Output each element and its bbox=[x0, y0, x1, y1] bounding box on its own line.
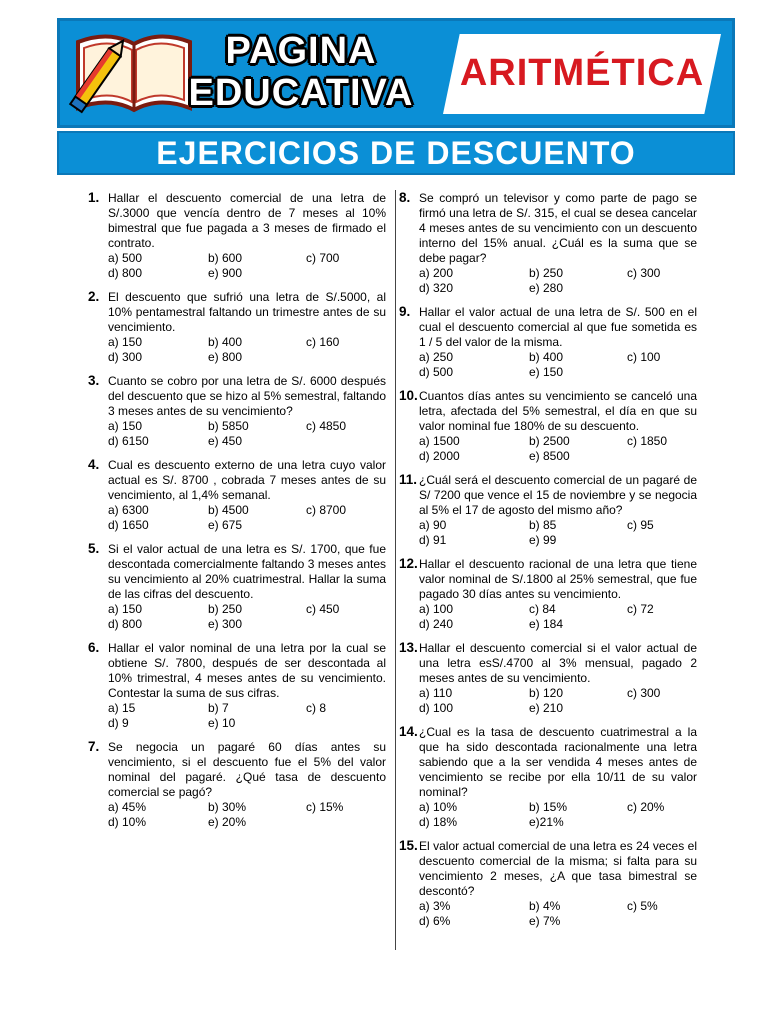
answer-option: e) 800 bbox=[208, 350, 243, 364]
exercise bbox=[88, 374, 386, 449]
left-column bbox=[88, 191, 386, 839]
answer-option: c) 5% bbox=[627, 899, 658, 913]
answer-option: e) 7% bbox=[529, 914, 561, 928]
exercise-number: 4. bbox=[88, 457, 100, 472]
answer-options bbox=[108, 335, 386, 365]
answer-option: e) 20% bbox=[208, 815, 247, 829]
exercise-statement: ¿Cuál será el descuento comercial de un pagaré de S/ 7200 que vence el 15 de noviembre y se negocia al 5% el 17 de agosto del mismo año? bbox=[419, 473, 697, 517]
answer-option: d) 320 bbox=[419, 281, 454, 295]
answer-options bbox=[108, 503, 386, 533]
exercise-statement: El valor actual comercial de una letra es 24 veces el descuento comercial de la misma; si falta para su vencimiento 2 meses, ¿A que tasa bimestral se descontó? bbox=[419, 839, 697, 898]
answer-option: a) 3% bbox=[419, 899, 451, 913]
answer-options bbox=[419, 434, 697, 464]
answer-option: d) 800 bbox=[108, 266, 143, 280]
answer-option: b) 400 bbox=[208, 335, 243, 349]
exercise bbox=[88, 542, 386, 632]
answer-option: b) 7 bbox=[208, 701, 229, 715]
answer-option: e) 99 bbox=[529, 533, 557, 547]
answer-option: b) 30% bbox=[208, 800, 247, 814]
answer-option: c) 160 bbox=[306, 335, 340, 349]
exercise-number: 12. bbox=[399, 556, 418, 571]
answer-option: b) 4500 bbox=[208, 503, 249, 517]
answer-option: d) 300 bbox=[108, 350, 143, 364]
exercise-statement: Se negocia un pagaré 60 días antes su vencimiento, si el descuento fue el 5% del valor nominal del pagaré. ¿Qué tasa de descuento comercial se pagó? bbox=[108, 740, 386, 799]
answer-option: c) 4850 bbox=[306, 419, 347, 433]
answer-option: c) 20% bbox=[627, 800, 665, 814]
exercise bbox=[88, 458, 386, 533]
answer-option: d) 6% bbox=[419, 914, 451, 928]
answer-options bbox=[419, 602, 697, 632]
answer-option: a) 6300 bbox=[108, 503, 149, 517]
exercise-statement: Cual es descuento externo de una letra cuyo valor actual es S/. 8700 , cobrada 7 meses antes de su vencimiento, al 1,4% semanal. bbox=[108, 458, 386, 502]
subject-title: ARITMÉTICA bbox=[459, 52, 705, 94]
answer-option: b) 5850 bbox=[208, 419, 249, 433]
exercise bbox=[399, 839, 697, 929]
answer-options bbox=[419, 266, 697, 296]
answer-option: b) 15% bbox=[529, 800, 568, 814]
answer-option: d) 240 bbox=[419, 617, 454, 631]
exercise-number: 14. bbox=[399, 724, 418, 739]
answer-options bbox=[108, 602, 386, 632]
answer-option: b) 250 bbox=[529, 266, 564, 280]
exercise-number: 8. bbox=[399, 190, 411, 205]
exercise-statement: ¿Cual es la tasa de descuento cuatrimestral a la que ha sido descontada racionalmente una letra sabiendo que a la ser vendida 4 meses antes de vencimiento se recibe por ella 10/11 de su valor nominal? bbox=[419, 725, 697, 799]
exercise-number: 3. bbox=[88, 373, 100, 388]
answer-option: e) 675 bbox=[208, 518, 243, 532]
answer-option: e) 450 bbox=[208, 434, 243, 448]
answer-option: c) 95 bbox=[627, 518, 654, 532]
answer-option: e) 184 bbox=[529, 617, 564, 631]
answer-option: e) 900 bbox=[208, 266, 243, 280]
answer-option: a) 110 bbox=[419, 686, 453, 700]
answer-option: a) 100 bbox=[419, 602, 454, 616]
answer-option: c) 15% bbox=[306, 800, 344, 814]
answer-option: b) 120 bbox=[529, 686, 564, 700]
answer-options bbox=[419, 686, 697, 716]
answer-option: a) 1500 bbox=[419, 434, 460, 448]
exercise bbox=[399, 191, 697, 296]
exercise bbox=[88, 191, 386, 281]
exercise-number: 2. bbox=[88, 289, 100, 304]
exercise bbox=[399, 557, 697, 632]
answer-option: c) 1850 bbox=[627, 434, 668, 448]
answer-options bbox=[419, 518, 697, 548]
answer-option: d) 1650 bbox=[108, 518, 149, 532]
answer-option: a) 250 bbox=[419, 350, 454, 364]
answer-option: e) 10 bbox=[208, 716, 236, 730]
book-and-pencil-icon bbox=[64, 24, 204, 122]
answer-option: a) 150 bbox=[108, 419, 143, 433]
answer-option: a) 500 bbox=[108, 251, 143, 265]
answer-options bbox=[419, 350, 697, 380]
exercise bbox=[399, 725, 697, 830]
answer-option: c) 100 bbox=[627, 350, 661, 364]
exercise-statement: Hallar el descuento racional de una letra que tiene valor nominal de S/.1800 al 25% semestral, que fue pagado 30 días antes su vencimiento. bbox=[419, 557, 697, 601]
answer-option: d) 18% bbox=[419, 815, 458, 829]
answer-option: d) 10% bbox=[108, 815, 147, 829]
answer-option: e) 150 bbox=[529, 365, 564, 379]
answer-option: a) 10% bbox=[419, 800, 458, 814]
exercise bbox=[399, 473, 697, 548]
exercise bbox=[88, 290, 386, 365]
answer-option: c) 8 bbox=[306, 701, 327, 715]
answer-option: e)21% bbox=[529, 815, 564, 829]
answer-option: b) 400 bbox=[529, 350, 564, 364]
answer-option: b) 600 bbox=[208, 251, 243, 265]
exercise-statement: Hallar el valor nominal de una letra por la cual se obtiene S/. 7800, después de ser descontada al 10% trimestral, 4 meses antes de su vencimiento. Contestar la suma de sus cifras. bbox=[108, 641, 386, 700]
answer-option: c) 700 bbox=[306, 251, 340, 265]
exercise-number: 5. bbox=[88, 541, 100, 556]
exercise-number: 13. bbox=[399, 640, 418, 655]
brand-logo-text bbox=[186, 30, 416, 122]
column-divider bbox=[395, 190, 396, 950]
right-column bbox=[399, 191, 697, 938]
answer-option: a) 200 bbox=[419, 266, 454, 280]
brand-line-2: EDUCATIVA bbox=[188, 72, 414, 114]
answer-option: a) 90 bbox=[419, 518, 447, 532]
exercise-statement: Si el valor actual de una letra es S/. 1700, que fue descontada comercialmente faltando 3 meses antes su vencimiento al 20% cuatrimestral. Hallar la suma de las cifras del descuento. bbox=[108, 542, 386, 601]
exercise-number: 7. bbox=[88, 739, 100, 754]
answer-option: d) 9 bbox=[108, 716, 129, 730]
answer-option: b) 2500 bbox=[529, 434, 570, 448]
exercise bbox=[88, 740, 386, 830]
exercise-number: 15. bbox=[399, 838, 418, 853]
answer-option: c) 72 bbox=[627, 602, 654, 616]
answer-option: c) 450 bbox=[306, 602, 340, 616]
exercise-statement: Hallar el valor actual de una letra de S/. 500 en el cual el descuento comercial al que fue sometida es 1 / 5 del valor de la misma. bbox=[419, 305, 697, 349]
answer-option: c) 300 bbox=[627, 686, 661, 700]
answer-option: d) 500 bbox=[419, 365, 454, 379]
answer-options bbox=[419, 899, 697, 929]
exercise-number: 10. bbox=[399, 388, 418, 403]
exercise-statement: Cuantos días antes su vencimiento se canceló una letra, afectada del 5% semestral, el día en que su valor nominal fue 180% de su descuento. bbox=[419, 389, 697, 433]
exercise-number: 1. bbox=[88, 190, 100, 205]
answer-option: c) 84 bbox=[529, 602, 556, 616]
exercise bbox=[399, 305, 697, 380]
answer-option: d) 800 bbox=[108, 617, 143, 631]
answer-option: d) 91 bbox=[419, 533, 447, 547]
answer-option: a) 150 bbox=[108, 335, 143, 349]
exercise bbox=[88, 641, 386, 731]
answer-options bbox=[108, 251, 386, 281]
answer-option: e) 210 bbox=[529, 701, 564, 715]
answer-option: b) 250 bbox=[208, 602, 243, 616]
exercise-number: 6. bbox=[88, 640, 100, 655]
exercise-number: 9. bbox=[399, 304, 411, 319]
answer-option: a) 150 bbox=[108, 602, 143, 616]
answer-option: d) 2000 bbox=[419, 449, 460, 463]
exercise-statement: Cuanto se cobro por una letra de S/. 6000 después del descuento que se hizo al 5% semestral, faltando 3 meses antes de su vencimiento? bbox=[108, 374, 386, 418]
answer-option: e) 8500 bbox=[529, 449, 570, 463]
answer-options bbox=[419, 800, 697, 830]
answer-options bbox=[108, 701, 386, 731]
exercise-statement: Hallar el descuento comercial si el valor actual de una letra esS/.4700 al 3% mensual, pagado 2 meses antes de su vencimiento. bbox=[419, 641, 697, 685]
page-title: EJERCICIOS DE DESCUENTO bbox=[156, 135, 636, 171]
brand-line-1: PAGINA bbox=[225, 30, 377, 72]
answer-option: a) 15 bbox=[108, 701, 136, 715]
answer-option: d) 100 bbox=[419, 701, 454, 715]
answer-option: c) 300 bbox=[627, 266, 661, 280]
exercise-statement: Hallar el descuento comercial de una letra de S/.3000 que vencía dentro de 7 meses al 10% bimestral que fue pagada a 3 meses de firmado el contrato. bbox=[108, 191, 386, 250]
answer-option: b) 4% bbox=[529, 899, 561, 913]
exercise-number: 11. bbox=[399, 472, 418, 487]
exercise-statement: El descuento que sufrió una letra de S/.5000, al 10% pentamestral faltando un trimestre antes de su vencimiento. bbox=[108, 290, 386, 334]
answer-option: c) 8700 bbox=[306, 503, 347, 517]
answer-option: e) 300 bbox=[208, 617, 243, 631]
answer-options bbox=[108, 800, 386, 830]
answer-options bbox=[108, 419, 386, 449]
answer-option: e) 280 bbox=[529, 281, 564, 295]
answer-option: b) 85 bbox=[529, 518, 557, 532]
answer-option: d) 6150 bbox=[108, 434, 149, 448]
exercise bbox=[399, 389, 697, 464]
exercise-statement: Se compró un televisor y como parte de pago se firmó una letra de S/. 315, el cual se desea cancelar 4 meses antes de su vencimiento con un descuento interno del 15% anual. ¿Cuál es la suma que se debe pagar? bbox=[419, 191, 697, 265]
exercise bbox=[399, 641, 697, 716]
answer-option: a) 45% bbox=[108, 800, 147, 814]
